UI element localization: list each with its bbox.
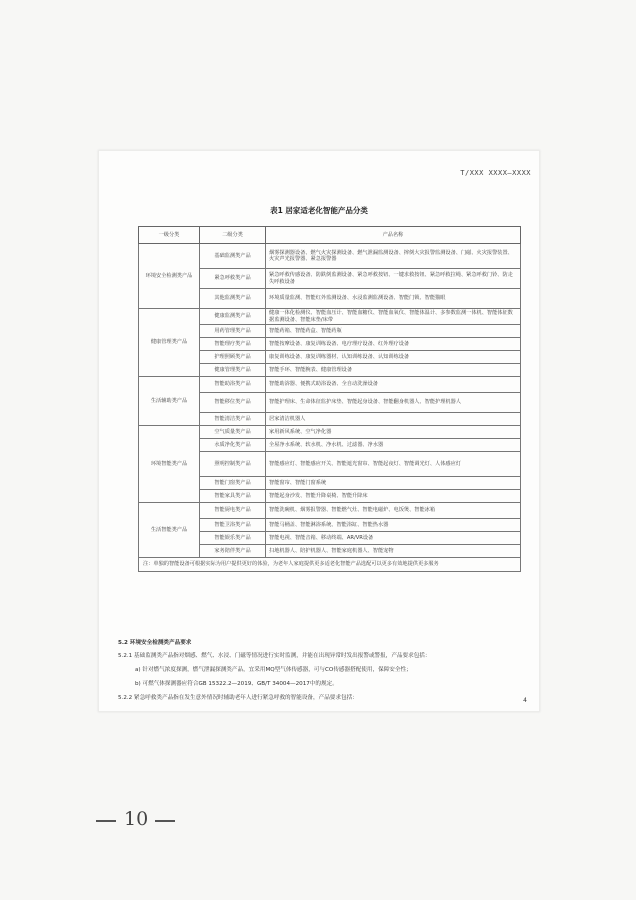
product-names: 智能护理床、生命体征监护床垫、智能起身设备、智能翻身机器人、智能护理机器人	[266, 393, 521, 413]
level-two-category: 智能卫浴类产品	[200, 519, 266, 532]
document-page	[98, 150, 540, 712]
level-two-category: 紧急呼救类产品	[200, 269, 266, 289]
level-one-category: 生活辅助类产品	[139, 377, 200, 426]
table-caption: 表1 居家适老化智能产品分类	[270, 206, 368, 215]
level-two-category: 智能娱乐类产品	[200, 532, 266, 545]
level-one-category: 环境安全检测类产品	[139, 244, 200, 309]
inner-page-number: 4	[523, 697, 527, 704]
level-one-category: 健康管理类产品	[139, 309, 200, 377]
header-product-name: 产品名称	[266, 227, 521, 244]
level-two-category: 智能助浴类产品	[200, 377, 266, 393]
list-item-b: b) 可燃气体探测器应符合GB 15322.2—2019、GB/T 34004—2017中的规定。	[135, 681, 338, 687]
level-two-category: 智能移位类产品	[200, 393, 266, 413]
level-two-category: 智能厨电类产品	[200, 503, 266, 519]
level-two-category: 健康管理类产品	[200, 364, 266, 377]
level-two-category: 基础监测类产品	[200, 244, 266, 269]
product-names: 智能窗帘、智能门窗系统	[266, 477, 521, 490]
table-row	[139, 309, 521, 325]
product-names: 智能马桶盖、智能淋浴系统、智能浴缸、智能热水器	[266, 519, 521, 532]
product-names: 健康一体化检测仪、智能血压计、智能血糖仪、智能血氧仪、智能体温计、多参数监测一体机、智能体征数据监测设备、智能床垫/床带	[266, 309, 521, 325]
product-names: 智能起身沙发、智能升降桌椅、智能升降床	[266, 490, 521, 503]
folio-dash-right	[155, 820, 175, 822]
paragraph-5-2-2: 5.2.2 紧急呼救类产品指在发生意外情况时辅助老年人进行紧急呼救的智能设备，产品要求包括：	[118, 695, 358, 701]
paragraph-5-2-1: 5.2.1 基础监测类产品指对烟感、燃气、水浸、门磁等情况进行实时监测，并能在出现异常时发出报警或警报，产品要求包括：	[118, 653, 431, 659]
level-two-category: 智能家具类产品	[200, 490, 266, 503]
table-note-row	[139, 558, 521, 572]
level-two-category: 水质净化类产品	[200, 439, 266, 452]
header-level-two: 二级分类	[200, 227, 266, 244]
product-names: 全屋净水系统、软水机、净水机、过滤器、净水器	[266, 439, 521, 452]
table-note: 注：单独的智能设备可根据实际为用户提供更好的体验，为老年人家庭提供更多适老化智能产品选配可以更多有效地提供更多服务	[139, 558, 521, 572]
table-row	[139, 377, 521, 393]
document-number: T/XXX XXXX—XXXX	[460, 169, 531, 177]
list-item-a: a) 针对燃气浓度探测，燃气泄漏探测类产品，宜采用MQ型气体传感器，可与CO传感器搭配使用，保障安全性；	[135, 667, 412, 673]
product-names: 智能手环、智能腕表、健康管理设备	[266, 364, 521, 377]
table-row	[139, 503, 521, 519]
table-header-row	[139, 227, 521, 244]
level-one-category: 生活智能类产品	[139, 503, 200, 558]
header-level-one: 一级分类	[139, 227, 200, 244]
table-body	[139, 244, 521, 572]
product-names: 扫地机器人、陪护机器人、智能家庭机器人、智能宠物	[266, 545, 521, 558]
product-names: 智能感应灯、智能感应开关、智能遮光窗帘、智能起夜灯、智能调光灯、人体感应灯	[266, 452, 521, 477]
product-names: 紧急呼救传感设备、防跌倒监测设备、紧急呼救按钮、一键求救按钮、紧急呼救拉绳、紧急呼救门铃、防走失呼救设备	[266, 269, 521, 289]
level-two-category: 用药管理类产品	[200, 325, 266, 338]
product-names: 环境质量监测、智能红外监测设备、水浸监测监测设备、智能门锁、智能猫眼	[266, 289, 521, 309]
outer-page-number: 10	[124, 808, 149, 830]
product-names: 烟雾探测器设备、燃气火灾探测设备、燃气泄漏监测设备、摔倒大灾报警监测设备、门磁、火灾报警装置、火灾声光报警器、紧急报警器	[266, 244, 521, 269]
level-two-category: 空气质量类产品	[200, 426, 266, 439]
folio-dash-left	[96, 820, 116, 822]
product-names: 康复训练设备、康复训练器材、认知训练设备、认知训练设备	[266, 351, 521, 364]
product-names: 智能药箱、智能药盒、智能药瓶	[266, 325, 521, 338]
product-names: 智能助浴器、便携式助浴设备、全自动洗澡设备	[266, 377, 521, 393]
level-two-category: 健康监测类产品	[200, 309, 266, 325]
level-two-category: 家务陪伴类产品	[200, 545, 266, 558]
level-two-category: 其他监测类产品	[200, 289, 266, 309]
product-names: 居家清洁机器人	[266, 413, 521, 426]
product-names: 智能按摩设备、康复训练设备、电疗理疗设备、红外理疗设备	[266, 338, 521, 351]
product-names: 智能电视、智能音箱、移动终端、AR/VR设备	[266, 532, 521, 545]
level-one-category: 环境智能类产品	[139, 426, 200, 503]
level-two-category: 照明控制类产品	[200, 452, 266, 477]
section-heading: 5.2 环境安全检测类产品要求	[118, 640, 192, 646]
product-names: 家用新风系统、空气净化器	[266, 426, 521, 439]
product-names: 智能洗碗机、烟雾报警器、智能燃气灶、智能电磁炉、电饭煲、智能冰箱	[266, 503, 521, 519]
table-row	[139, 244, 521, 269]
classification-table	[138, 226, 521, 572]
level-two-category: 智能清洁类产品	[200, 413, 266, 426]
level-two-category: 护理照顾类产品	[200, 351, 266, 364]
level-two-category: 智能门窗类产品	[200, 477, 266, 490]
table-row	[139, 426, 521, 439]
level-two-category: 智能理疗类产品	[200, 338, 266, 351]
